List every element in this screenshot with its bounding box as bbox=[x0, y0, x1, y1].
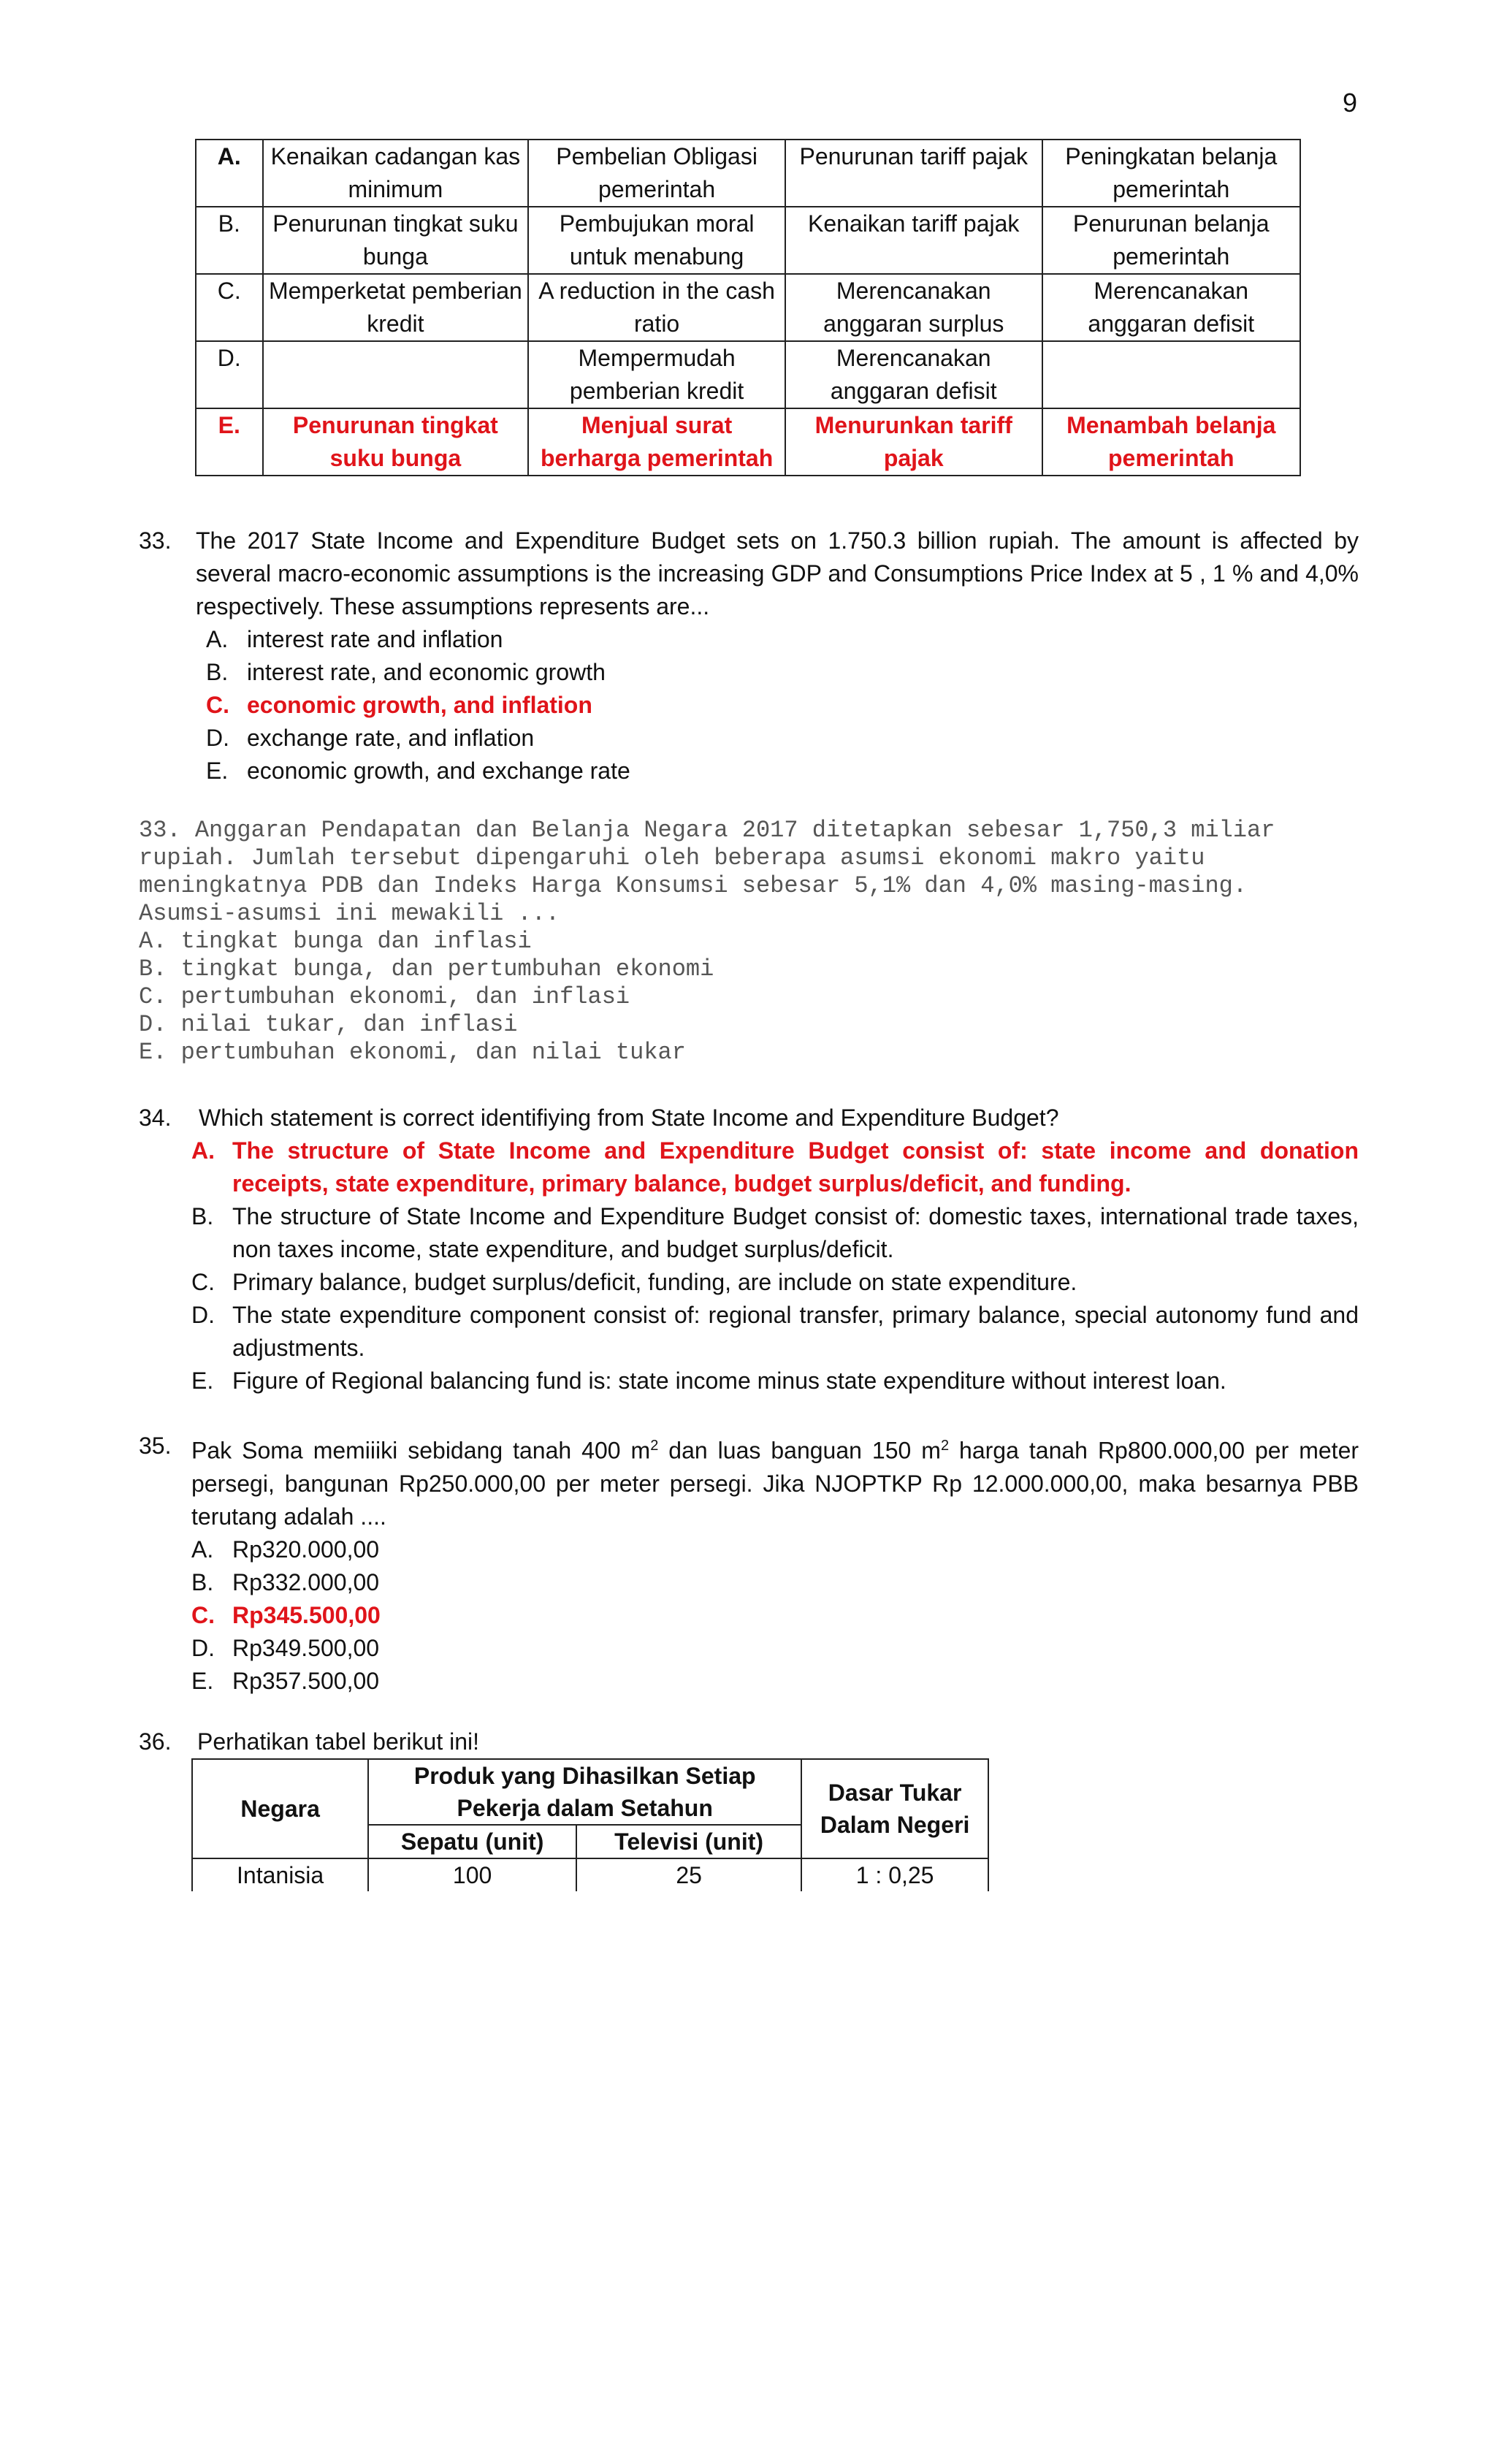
table-cell: Menjual surat berharga pemerintah bbox=[528, 408, 785, 476]
option-letter: E. bbox=[191, 1667, 214, 1694]
table-cell: Menurunkan tariff pajak bbox=[785, 408, 1042, 476]
header-negara: Negara bbox=[192, 1759, 368, 1858]
table-cell bbox=[1042, 341, 1301, 408]
page-number: 9 bbox=[1342, 88, 1357, 118]
option-letter: D. bbox=[191, 1634, 215, 1661]
answer-option-c bbox=[191, 1266, 1359, 1299]
option-text: interest rate and inflation bbox=[247, 626, 503, 652]
option-letter: C. bbox=[206, 692, 229, 718]
option-text: Rp349.500,00 bbox=[232, 1634, 380, 1661]
table-cell: Peningkatan belanja pemerintah bbox=[1042, 140, 1301, 207]
answer-option-e bbox=[191, 1365, 1359, 1397]
table-cell: Merencanakan anggaran defisit bbox=[785, 341, 1042, 408]
option-letter: D. bbox=[206, 725, 229, 751]
question-35 bbox=[139, 1430, 1359, 1698]
option-letter: C. bbox=[191, 1601, 215, 1628]
table-row bbox=[196, 140, 1300, 207]
table-cell: Penurunan tingkat suku bunga bbox=[263, 408, 529, 476]
answer-option-e bbox=[191, 1665, 1359, 1698]
cell-sepatu: 100 bbox=[368, 1858, 576, 1891]
table-cell: Pembelian Obligasi pemerintah bbox=[528, 140, 785, 207]
translation-line: D. nilai tukar, dan inflasi bbox=[139, 1011, 518, 1038]
option-letter: B. bbox=[191, 1203, 214, 1229]
option-letter: A. bbox=[191, 1137, 215, 1164]
option-text: interest rate, and economic growth bbox=[247, 659, 606, 685]
table-row bbox=[196, 207, 1300, 274]
row-letter: B. bbox=[196, 207, 263, 274]
question-36 bbox=[139, 1725, 1359, 1758]
table-cell: Pembujukan moral untuk menabung bbox=[528, 207, 785, 274]
row-letter: C. bbox=[196, 274, 263, 341]
table-cell: Penurunan belanja pemerintah bbox=[1042, 207, 1301, 274]
option-text: economic growth, and exchange rate bbox=[247, 758, 630, 784]
option-letter: B. bbox=[191, 1568, 214, 1595]
option-text: The structure of State Income and Expenditure Budget consist of: state income and donation receipts, state expenditure, primary balance, budget surplus/deficit, and funding. bbox=[232, 1137, 1359, 1197]
question-33 bbox=[139, 525, 1359, 787]
answer-option-d bbox=[191, 1632, 1359, 1665]
answer-option-b bbox=[191, 1200, 1359, 1266]
table-cell: Kenaikan tariff pajak bbox=[785, 207, 1042, 274]
header-produk: Produk yang Dihasilkan Setiap Pekerja dalam Setahun bbox=[368, 1759, 801, 1825]
cell-televisi: 25 bbox=[576, 1858, 801, 1891]
option-text: exchange rate, and inflation bbox=[247, 725, 535, 751]
answer-option-d bbox=[191, 1299, 1359, 1365]
table-cell: Merencanakan anggaran defisit bbox=[1042, 274, 1301, 341]
answer-option-b bbox=[191, 1566, 1359, 1599]
table-cell: Merencanakan anggaran surplus bbox=[785, 274, 1042, 341]
row-letter: E. bbox=[196, 408, 263, 476]
option-letter: A. bbox=[191, 1536, 214, 1563]
option-text: Rp345.500,00 bbox=[232, 1601, 381, 1628]
cell-negara: Intanisia bbox=[192, 1858, 368, 1891]
question-number: 36. bbox=[139, 1728, 172, 1755]
option-text: Figure of Regional balancing fund is: state income minus state expenditure without interest loan. bbox=[232, 1368, 1226, 1394]
table-cell: Mempermudah pemberian kredit bbox=[528, 341, 785, 408]
answer-options bbox=[206, 623, 1359, 787]
answer-option-b bbox=[206, 656, 1359, 689]
header-dasar-tukar: Dasar Tukar Dalam Negeri bbox=[801, 1759, 988, 1858]
productivity-table bbox=[191, 1758, 989, 1891]
option-letter: E. bbox=[191, 1368, 214, 1394]
table-cell: Penurunan tariff pajak bbox=[785, 140, 1042, 207]
question-number: 33. bbox=[139, 527, 172, 554]
table-row bbox=[196, 408, 1300, 476]
question-stem: Perhatikan tabel berikut ini! bbox=[197, 1728, 479, 1755]
table-cell: Penurunan tingkat suku bunga bbox=[263, 207, 529, 274]
table-row bbox=[196, 341, 1300, 408]
option-text: The structure of State Income and Expenditure Budget consist of: domestic taxes, international trade taxes, non taxes income, state expenditure, and budget surplus/deficit. bbox=[232, 1203, 1359, 1262]
table-cell: A reduction in the cash ratio bbox=[528, 274, 785, 341]
answer-option-d bbox=[206, 722, 1359, 755]
row-letter: D. bbox=[196, 341, 263, 408]
row-letter: A. bbox=[196, 140, 263, 207]
header-sepatu: Sepatu (unit) bbox=[368, 1825, 576, 1858]
translation-line: meningkatnya PDB dan Indeks Harga Konsumsi sebesar 5,1% dan 4,0% masing-masing. bbox=[139, 872, 1248, 899]
answer-option-a bbox=[191, 1134, 1359, 1200]
option-letter: D. bbox=[191, 1302, 215, 1328]
translation-line: rupiah. Jumlah tersebut dipengaruhi oleh beberapa asumsi ekonomi makro yaitu bbox=[139, 844, 1205, 871]
table-cell: Kenaikan cadangan kas minimum bbox=[263, 140, 529, 207]
answer-option-a bbox=[191, 1533, 1359, 1566]
cell-dasar-tukar: 1 : 0,25 bbox=[801, 1858, 988, 1891]
question-number: 35. bbox=[139, 1433, 172, 1459]
option-letter: C. bbox=[191, 1269, 215, 1295]
question-33-translation bbox=[139, 817, 1381, 1067]
question-stem: Which statement is correct identifiying from State Income and Expenditure Budget? bbox=[199, 1105, 1059, 1131]
answer-option-a bbox=[206, 623, 1359, 656]
answer-option-e bbox=[206, 755, 1359, 787]
table-row bbox=[192, 1858, 988, 1891]
question-34 bbox=[139, 1102, 1359, 1397]
option-letter: E. bbox=[206, 758, 229, 784]
translation-line: Asumsi-asumsi ini mewakili ... bbox=[139, 900, 560, 927]
option-text: Rp357.500,00 bbox=[232, 1667, 380, 1694]
option-text: Rp320.000,00 bbox=[232, 1536, 380, 1563]
answer-options bbox=[191, 1134, 1359, 1397]
table-cell: Menambah belanja pemerintah bbox=[1042, 408, 1301, 476]
translation-line: A. tingkat bunga dan inflasi bbox=[139, 928, 532, 955]
option-text: The state expenditure component consist of: regional transfer, primary balance, special autonomy fund and adjustments. bbox=[232, 1302, 1359, 1361]
option-text: economic growth, and inflation bbox=[247, 692, 592, 718]
answer-option-c bbox=[191, 1599, 1359, 1632]
question-stem: The 2017 State Income and Expenditure Budget sets on 1.750.3 billion rupiah. The amount is affected by several macro-economic assumptions is the increasing GDP and Consumptions Price Index at 5 , 1 % and 4,0% respectively. These assumptions represents are... bbox=[196, 527, 1359, 619]
option-letter: A. bbox=[206, 626, 229, 652]
table-row bbox=[196, 274, 1300, 341]
answer-options bbox=[191, 1533, 1359, 1698]
option-letter: B. bbox=[206, 659, 229, 685]
translation-line: C. pertumbuhan ekonomi, dan inflasi bbox=[139, 983, 630, 1010]
option-text: Primary balance, budget surplus/deficit, funding, are include on state expenditure. bbox=[232, 1269, 1077, 1295]
translation-line: 33. Anggaran Pendapatan dan Belanja Negara 2017 ditetapkan sebesar 1,750,3 miliar bbox=[139, 817, 1275, 844]
translation-line: E. pertumbuhan ekonomi, dan nilai tukar bbox=[139, 1039, 686, 1066]
policy-options-table bbox=[195, 139, 1301, 476]
option-text: Rp332.000,00 bbox=[232, 1568, 380, 1595]
table-cell bbox=[263, 341, 529, 408]
table-cell: Memperketat pemberian kredit bbox=[263, 274, 529, 341]
translation-line: B. tingkat bunga, dan pertumbuhan ekonomi bbox=[139, 956, 714, 983]
header-televisi: Televisi (unit) bbox=[576, 1825, 801, 1858]
question-stem: Pak Soma memiiiki sebidang tanah 400 $m^2$ dan luas banguan 150 $m^2$ harga tanah Rp800.000,00 per meter persegi, bangunan Rp250.000,00 per meter persegi. Jika NJOPTKP Rp 12.000.000,00, maka besarnya PBB terutang adalah .... bbox=[191, 1437, 1359, 1530]
answer-option-c bbox=[206, 689, 1359, 722]
question-number: 34. bbox=[139, 1105, 172, 1131]
